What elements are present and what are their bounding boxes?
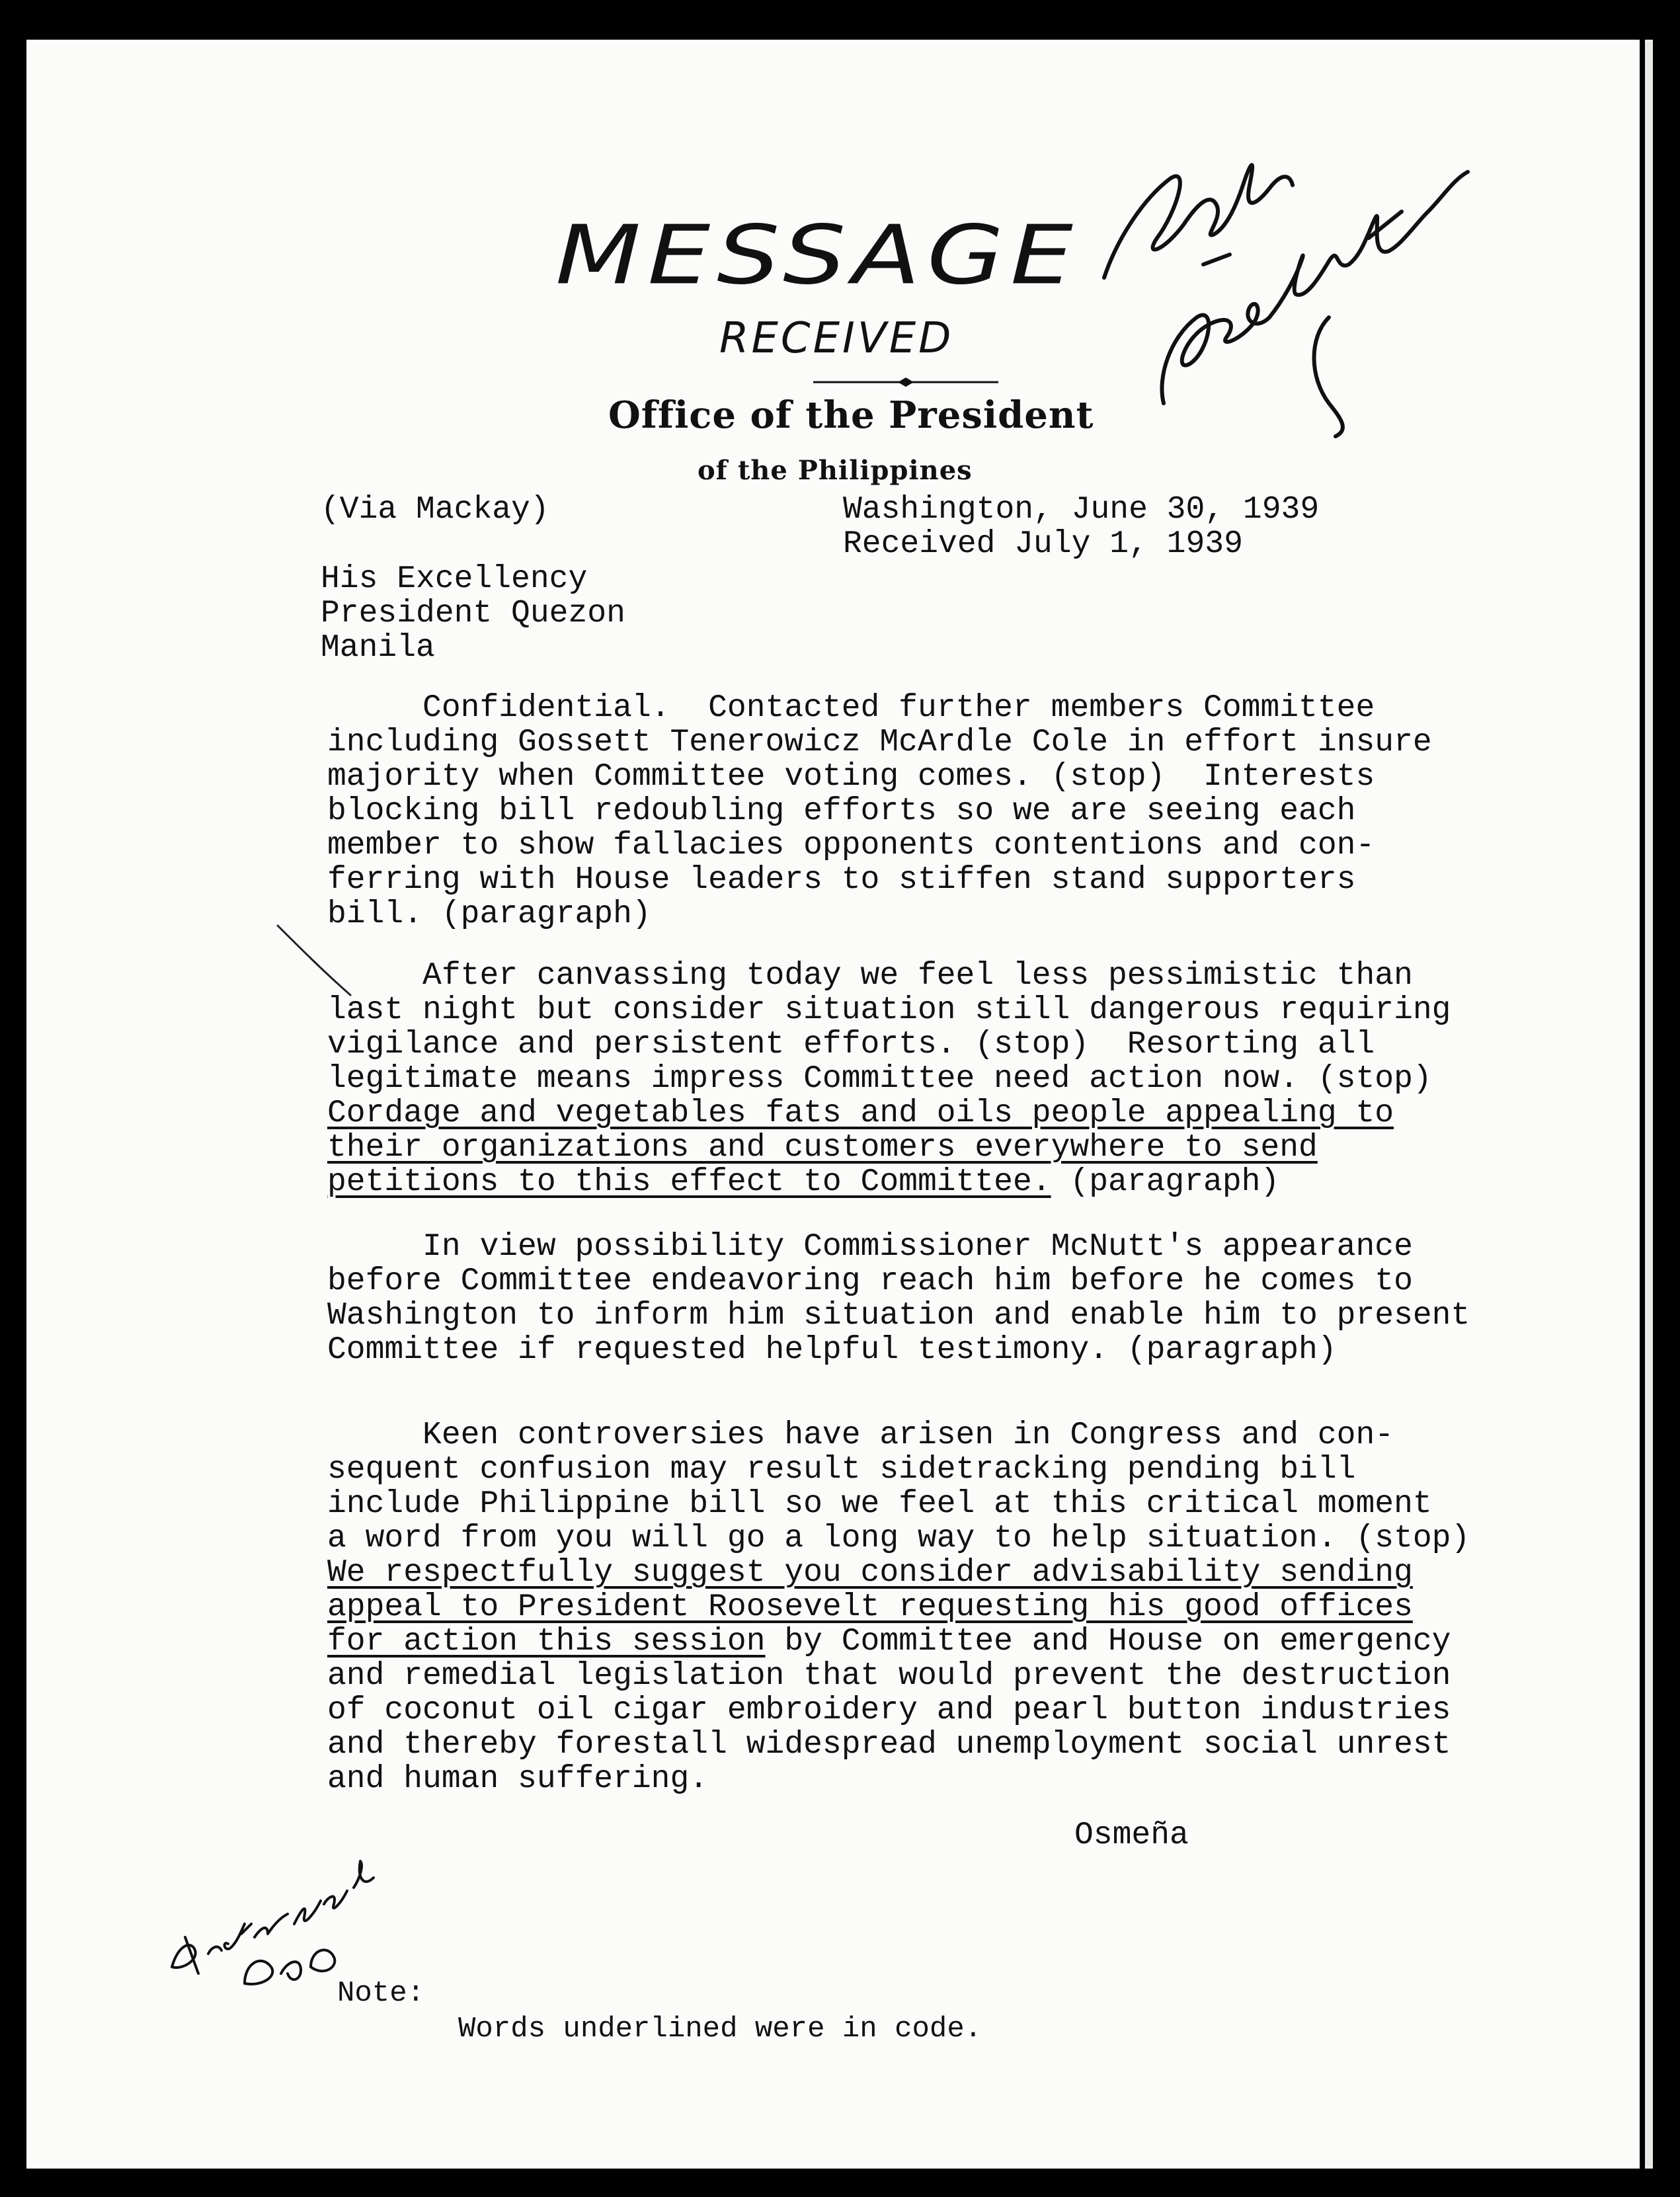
text-line: Committee if requested helpful testimony. (paragraph)	[327, 1332, 1337, 1368]
text-line: include Philippine bill so we feel at this critical moment	[327, 1486, 1432, 1522]
place-date: Washington, June 30, 1939	[843, 492, 1320, 528]
coded-text: their organizations and customers everywhere to send	[327, 1130, 1318, 1166]
addressee-line-1: His Excellency	[321, 561, 588, 597]
signature: Osmeña	[1074, 1818, 1189, 1853]
text-line: last night but consider situation still dangerous requiring	[327, 992, 1451, 1028]
handwritten-annotation-top	[1058, 126, 1494, 469]
via-line: (Via Mackay)	[321, 492, 549, 528]
received-date: Received July 1, 1939	[843, 526, 1243, 562]
text-line: Keen controversies have arisen in Congress and con-	[327, 1418, 1394, 1453]
addressee-line-2: President Quezon	[321, 596, 625, 631]
coded-text: petitions to this effect to Committee.	[327, 1164, 1051, 1200]
coded-line	[327, 1590, 1570, 1624]
text-line: member to show fallacies opponents contentions and con-	[327, 828, 1375, 863]
coded-text: We respectfully suggest you consider advisability sending	[327, 1555, 1413, 1591]
addressee-line-3: Manila	[321, 630, 435, 666]
text-line: ferring with House leaders to stiffen stand supporters	[327, 862, 1356, 898]
text-line: of coconut oil cigar embroidery and pearl button industries	[327, 1693, 1451, 1728]
back-sheet-edge	[1645, 40, 1653, 2169]
coded-line	[327, 1131, 1570, 1165]
telegram-page	[26, 40, 1640, 2169]
text-line: blocking bill redoubling efforts so we are seeing each	[327, 793, 1356, 829]
coded-text: Cordage and vegetables fats and oils people appealing to	[327, 1096, 1394, 1131]
text-line: a word from you will go a long way to help situation. (stop)	[327, 1521, 1470, 1556]
letterhead-subtitle: RECEIVED	[719, 314, 954, 363]
text-line: including Gossett Tenerowicz McArdle Cole in effort insure	[327, 725, 1432, 760]
letterhead-divider	[813, 376, 998, 389]
paragraph-4	[327, 1418, 1570, 1796]
paragraph-marker: (paragraph)	[1051, 1164, 1280, 1200]
text-continuation: by Committee and House on emergency	[765, 1624, 1451, 1659]
letterhead-office: Office of the President	[608, 393, 1094, 437]
handwritten-annotation-bottom	[145, 1825, 423, 1997]
paragraph-1	[327, 691, 1570, 932]
text-line: sequent confusion may result sidetracking pending bill	[327, 1452, 1356, 1488]
paragraph-2	[327, 959, 1570, 1199]
note-text: Words underlined were in code.	[458, 2013, 982, 2046]
text-line: Confidential. Contacted further members Committee	[327, 690, 1375, 726]
text-line: and thereby forestall widespread unemployment social unrest	[327, 1727, 1451, 1763]
coded-line	[327, 1096, 1570, 1131]
text-line: before Committee endeavoring reach him before he comes to	[327, 1263, 1413, 1299]
coded-line	[327, 1624, 1570, 1659]
coded-text: appeal to President Roosevelt requesting his good offices	[327, 1589, 1413, 1625]
text-line: majority when Committee voting comes. (stop) Interests	[327, 759, 1375, 795]
text-line: Washington to inform him situation and enable him to present	[327, 1298, 1470, 1334]
letterhead-country: of the Philippines	[698, 455, 973, 486]
coded-line	[327, 1165, 1570, 1199]
coded-text: for action this session	[327, 1624, 766, 1659]
text-line: After canvassing today we feel less pessimistic than	[327, 958, 1413, 994]
coded-line	[327, 1556, 1570, 1590]
letterhead-title: MESSAGE	[555, 208, 1080, 303]
text-line: In view possibility Commissioner McNutt's appearance	[327, 1229, 1413, 1265]
text-line: and human suffering.	[327, 1761, 709, 1797]
text-line: bill. (paragraph)	[327, 897, 651, 932]
text-line: legitimate means impress Committee need action now. (stop)	[327, 1061, 1432, 1097]
text-line: and remedial legislation that would prevent the destruction	[327, 1658, 1451, 1694]
paragraph-3	[327, 1230, 1570, 1367]
text-line: vigilance and persistent efforts. (stop) Resorting all	[327, 1027, 1375, 1062]
note-label: Note:	[337, 1977, 425, 2010]
margin-pen-stroke	[271, 919, 364, 1005]
